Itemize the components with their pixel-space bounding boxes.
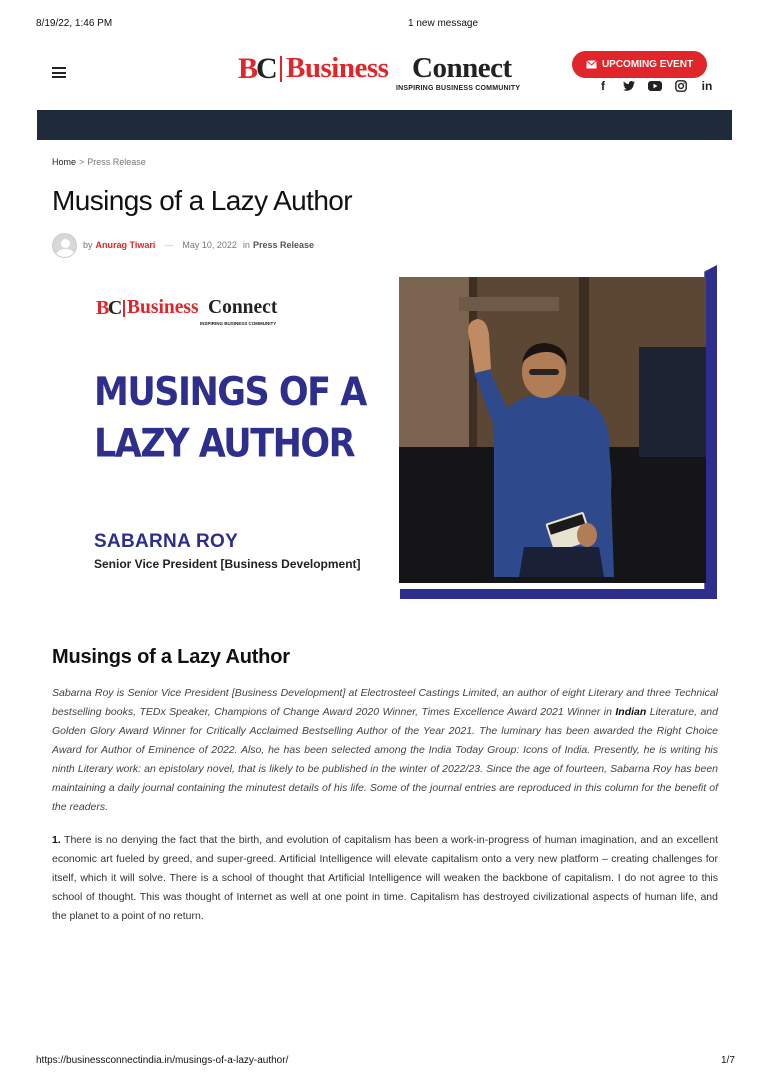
article-paragraph-1: 1. There is no denying the fact that the birth, and evolution of capitalism has been a work-in-progress of human imagination, and an excellent economic art fueled by greed, and super-greed. Artificial Intelligence will elevate capitalism onto a very new platform – creating challenges for itself, which it will solve. There is a school of thought that Artificial Intelligence will weaken the backbone of capitalism. I do not agree to this school of thought. This was thought of Internet as well at one point in time. Capitalism has destroyed civilizational aspects of human life, and the planet to a point of no return. <box>52 834 718 922</box>
meta-by: by <box>83 240 93 250</box>
indian-link[interactable]: Indian <box>615 706 647 718</box>
instagram-icon[interactable] <box>674 79 688 93</box>
logo-divider <box>280 56 282 82</box>
hero-logo-tagline: INSPIRING BUSINESS COMMUNITY <box>200 321 277 326</box>
page-title: Musings of a Lazy Author <box>52 185 352 216</box>
hero-logo-word-connect: Connect <box>208 297 278 318</box>
author-photo <box>399 277 706 583</box>
featured-image <box>52 265 717 599</box>
breadcrumb-current[interactable]: Press Release <box>87 157 146 167</box>
facebook-icon[interactable]: f <box>601 79 605 93</box>
hero-title <box>94 367 394 470</box>
linkedin-icon[interactable]: in <box>701 79 713 93</box>
site-logo[interactable] <box>238 50 534 98</box>
meta-dash: — <box>164 240 174 250</box>
article-meta <box>52 232 314 258</box>
breadcrumb-separator: > <box>79 157 85 167</box>
category-link[interactable]: Press Release <box>252 240 314 250</box>
hero-title-line1: MUSINGS OF A <box>94 370 366 416</box>
social-links <box>596 79 714 93</box>
author-link[interactable]: Anurag Tiwari <box>95 240 156 250</box>
logo-tagline: INSPIRING BUSINESS COMMUNITY <box>396 85 521 92</box>
hero-logo: BC Business Connect INSPIRING BUSINESS COMMUNITY <box>96 297 278 326</box>
youtube-icon[interactable] <box>648 79 662 93</box>
hero-person-role: Senior Vice President [Business Development] <box>94 557 361 571</box>
logo-word-connect: Connect <box>412 52 512 84</box>
print-datetime: 8/19/22, 1:46 PM <box>36 18 113 29</box>
section-title: Musings of a Lazy Author <box>52 646 290 668</box>
avatar[interactable] <box>52 233 77 258</box>
hero-title-line2: LAZY AUTHOR <box>94 421 355 467</box>
print-page-number: 1/7 <box>721 1055 735 1066</box>
upcoming-event-label: UPCOMING EVENT <box>601 59 694 70</box>
breadcrumb <box>52 157 146 167</box>
print-url: https://businessconnectindia.in/musings-of-a-lazy-author/ <box>36 1055 289 1066</box>
menu-icon[interactable] <box>52 67 66 78</box>
hero-person-name: SABARNA ROY <box>94 531 239 552</box>
publish-date: May 10, 2022 <box>182 240 237 250</box>
meta-in: in <box>242 240 250 250</box>
logo-word-business: Business <box>286 52 389 84</box>
twitter-icon[interactable] <box>622 79 636 93</box>
hero-logo-word-business: Business <box>127 297 199 318</box>
paragraph-number: 1. <box>52 834 61 846</box>
upcoming-event-button[interactable] <box>572 51 707 78</box>
envelope-icon <box>586 60 597 69</box>
breadcrumb-home[interactable]: Home <box>52 157 77 167</box>
print-page-title: 1 new message <box>408 18 479 29</box>
logo-monogram: BC <box>238 52 276 85</box>
author-intro: Sabarna Roy is Senior Vice President [Business Development] at Electrosteel Castings Limited, an author of eight Literary and three Technical bestselling books, TEDx Speaker, Champions of Change Award 2020 Winner, Times Excellence Award 2021 Winner in Indian Literature, and Golden Glory Award Winner for Critically Acclaimed Bestselling Author of the Year 2021. The luminary has been awarded the Right Choice Award for Author of Eminence of 2022. Also, he has been selected among the India Today Group: Icons of India. Presently, he is writing his ninth Literary work: an epistolary novel, that is likely to be published in the winter of 2022/23. Since the age of fourteen, Sabarna Roy has been maintaining a daily journal containing the minutest details of his life. Some of the journal entries are reproduced in this column for the benefit of the readers. <box>52 687 718 813</box>
main-navbar <box>37 110 732 140</box>
